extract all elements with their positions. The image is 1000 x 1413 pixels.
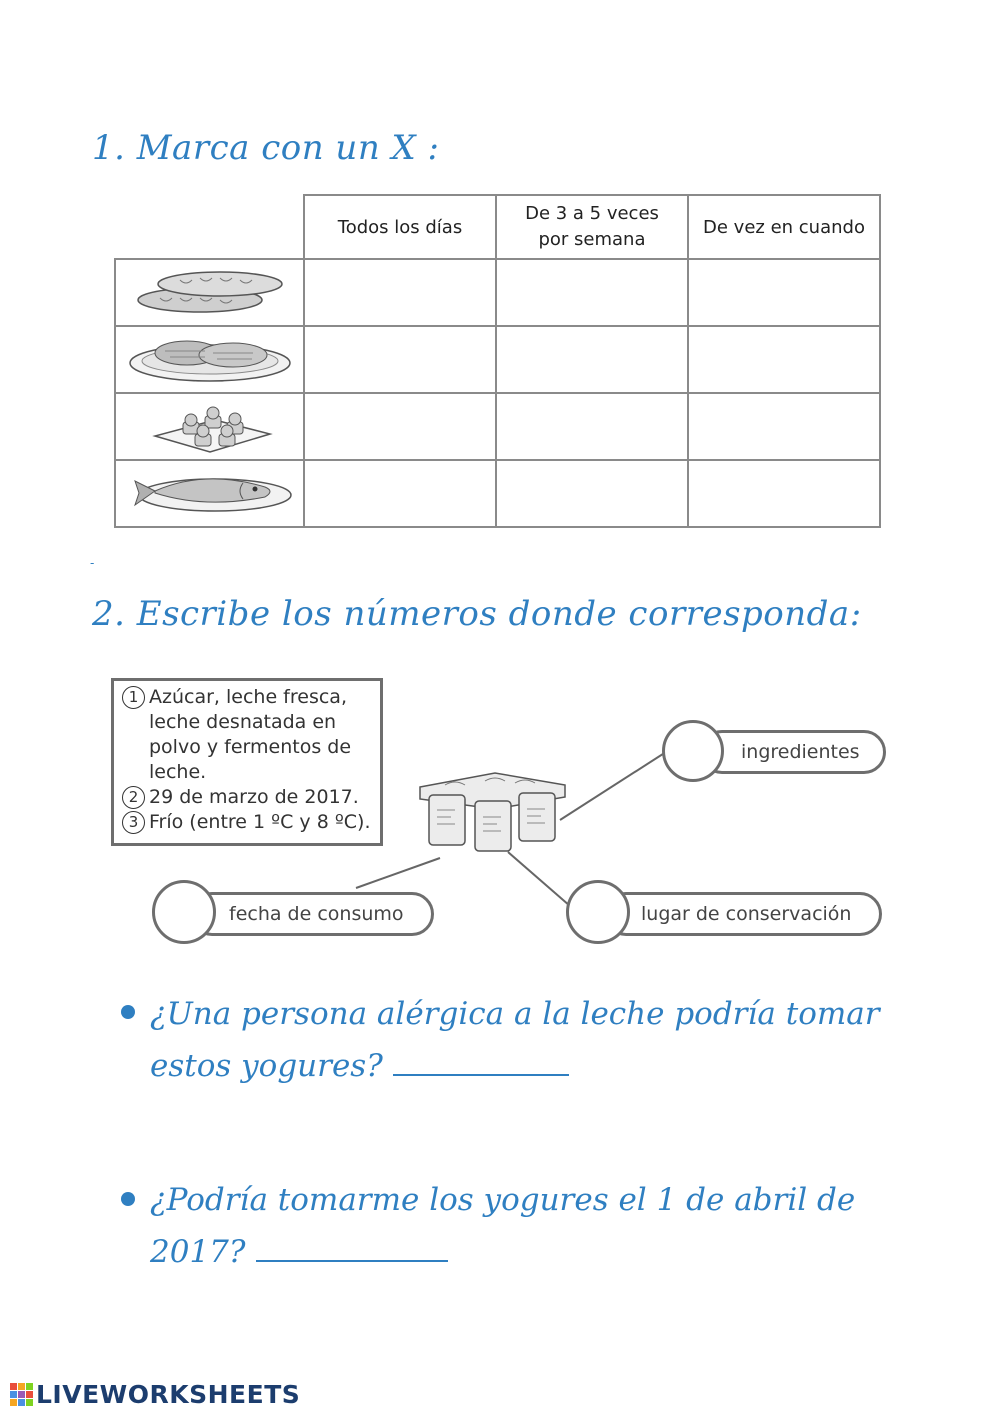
- section2-title: 2. Escribe los números donde corresponda:: [92, 594, 862, 634]
- section1-title: 1. Marca con un X :: [92, 128, 440, 168]
- answer-blank-1[interactable]: [393, 1044, 569, 1076]
- question-1: [150, 988, 880, 1092]
- number-badge: 3: [122, 811, 145, 834]
- info-text: Azúcar, leche fresca, leche desnatada en polvo y fermentos de leche.: [149, 686, 352, 783]
- info-text: 29 de marzo de 2017.: [149, 786, 359, 808]
- brand-name: LIVEWORKSHEETS: [36, 1380, 301, 1409]
- number-badge: 1: [122, 686, 145, 709]
- column-header: Todos los días: [304, 195, 496, 259]
- column-header: De vez en cuando: [688, 195, 880, 259]
- question-2-line1: ¿Podría tomarme los yogures el 1 de abril de: [150, 1182, 856, 1218]
- number-input-fecha[interactable]: [152, 880, 216, 944]
- dash-mark: -: [90, 556, 95, 570]
- logo-grid-icon: [10, 1383, 33, 1406]
- yogurt-pack-icon: [415, 765, 575, 865]
- liveworksheets-logo: [10, 1380, 300, 1409]
- label-ingredientes: ingredientes: [700, 730, 886, 774]
- question-2: [150, 1174, 855, 1278]
- column-header-text: De 3 a 5 veces por semana: [525, 203, 659, 250]
- question-2-line2: 2017?: [150, 1234, 246, 1270]
- number-input-ingredientes[interactable]: [662, 720, 724, 782]
- label-lugar-conservacion: lugar de conservación: [604, 892, 882, 936]
- info-text: Frío (entre 1 ºC y 8 ºC).: [149, 811, 371, 833]
- question-1-line1: ¿Una persona alérgica a la leche podría tomar: [150, 996, 880, 1032]
- question-1-line2-wrap: [150, 1040, 880, 1092]
- answer-blank-2[interactable]: [256, 1230, 448, 1262]
- question-2-line2-wrap: [150, 1226, 855, 1278]
- number-input-lugar[interactable]: [566, 880, 630, 944]
- number-badge: 2: [122, 786, 145, 809]
- label-fecha-consumo: fecha de consumo: [190, 892, 434, 936]
- bullet-icon: [121, 1192, 135, 1206]
- bullet-icon: [121, 1005, 135, 1019]
- question-1-line2: estos yogures?: [150, 1048, 383, 1084]
